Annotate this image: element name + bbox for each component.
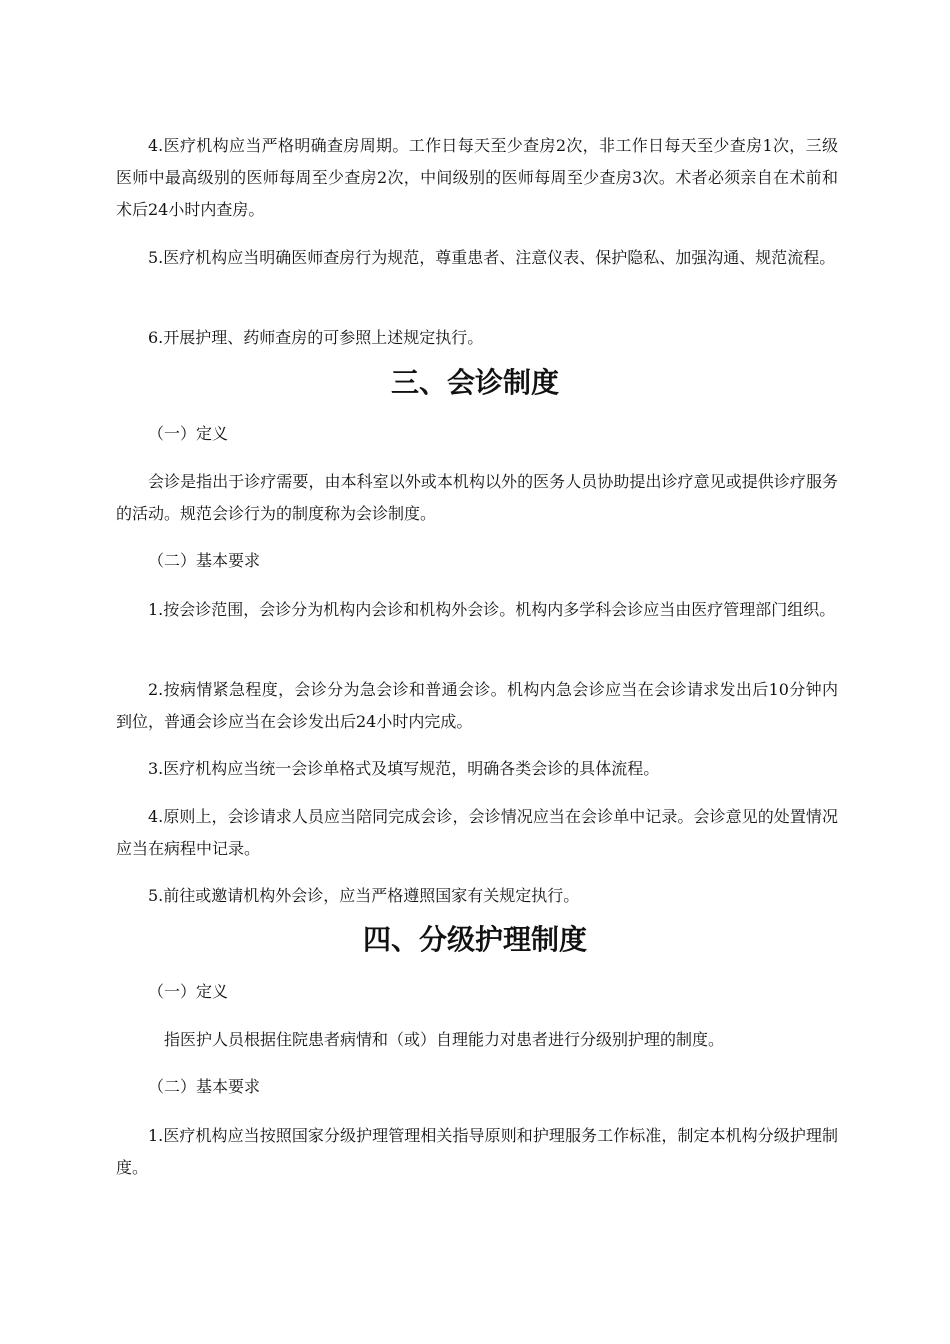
paragraph-consultation-item-3: 3.医疗机构应当统一会诊单格式及填写规范，明确各类会诊的具体流程。 [148, 759, 660, 778]
subheading-definition: （一）定义 [148, 982, 229, 1001]
subheading-requirements: （二）基本要求 [148, 1077, 261, 1096]
paragraph-consultation-item-4: 4.原则上，会诊请求人员应当陪同完成会诊，会诊情况应当在会诊单中记录。会诊意见的处置情况应当在病程中记录。 [116, 807, 838, 858]
paragraph-consultation-item-2: 2.按病情紧急程度，会诊分为急会诊和普通会诊。机构内急会诊应当在会诊请求发出后10分钟内到位，普通会诊应当在会诊发出后24小时内完成。 [116, 680, 838, 731]
subheading-requirements: （二）基本要求 [148, 551, 261, 570]
paragraph-consultation-item-5: 5.前往或邀请机构外会诊，应当严格遵照国家有关规定执行。 [148, 886, 580, 905]
paragraph-nursing-definition: 指医护人员根据住院患者病情和（或）自理能力对患者进行分级别护理的制度。 [164, 1030, 725, 1049]
subheading-definition: （一）定义 [148, 424, 229, 443]
paragraph-rounds-nursing: 6.开展护理、药师查房的可参照上述规定执行。 [148, 328, 484, 347]
paragraph-rounds-conduct: 5.医疗机构应当明确医师查房行为规范，尊重患者、注意仪表、保护隐私、加强沟通、规范流程。 [148, 248, 836, 267]
paragraph-consultation-definition: 会诊是指出于诊疗需要，由本科室以外或本机构以外的医务人员协助提出诊疗意见或提供诊疗服务的活动。规范会诊行为的制度称为会诊制度。 [116, 472, 838, 523]
paragraph-consultation-item-1: 1.按会诊范围，会诊分为机构内会诊和机构外会诊。机构内多学科会诊应当由医疗管理部门组织。 [148, 600, 836, 619]
section-title-nursing-levels: 四、分级护理制度 [362, 923, 587, 956]
paragraph-rounds-period: 4.医疗机构应当严格明确查房周期。工作日每天至少查房2次，非工作日每天至少查房1次，三级医师中最高级别的医师每周至少查房2次，中间级别的医师每周至少查房3次。术者必须亲自在术前和术后24小时内查房。 [116, 136, 838, 219]
section-title-consultation: 三、会诊制度 [390, 366, 559, 399]
paragraph-nursing-item-1: 1.医疗机构应当按照国家分级护理管理相关指导原则和护理服务工作标准，制定本机构分级护理制度。 [116, 1126, 838, 1177]
